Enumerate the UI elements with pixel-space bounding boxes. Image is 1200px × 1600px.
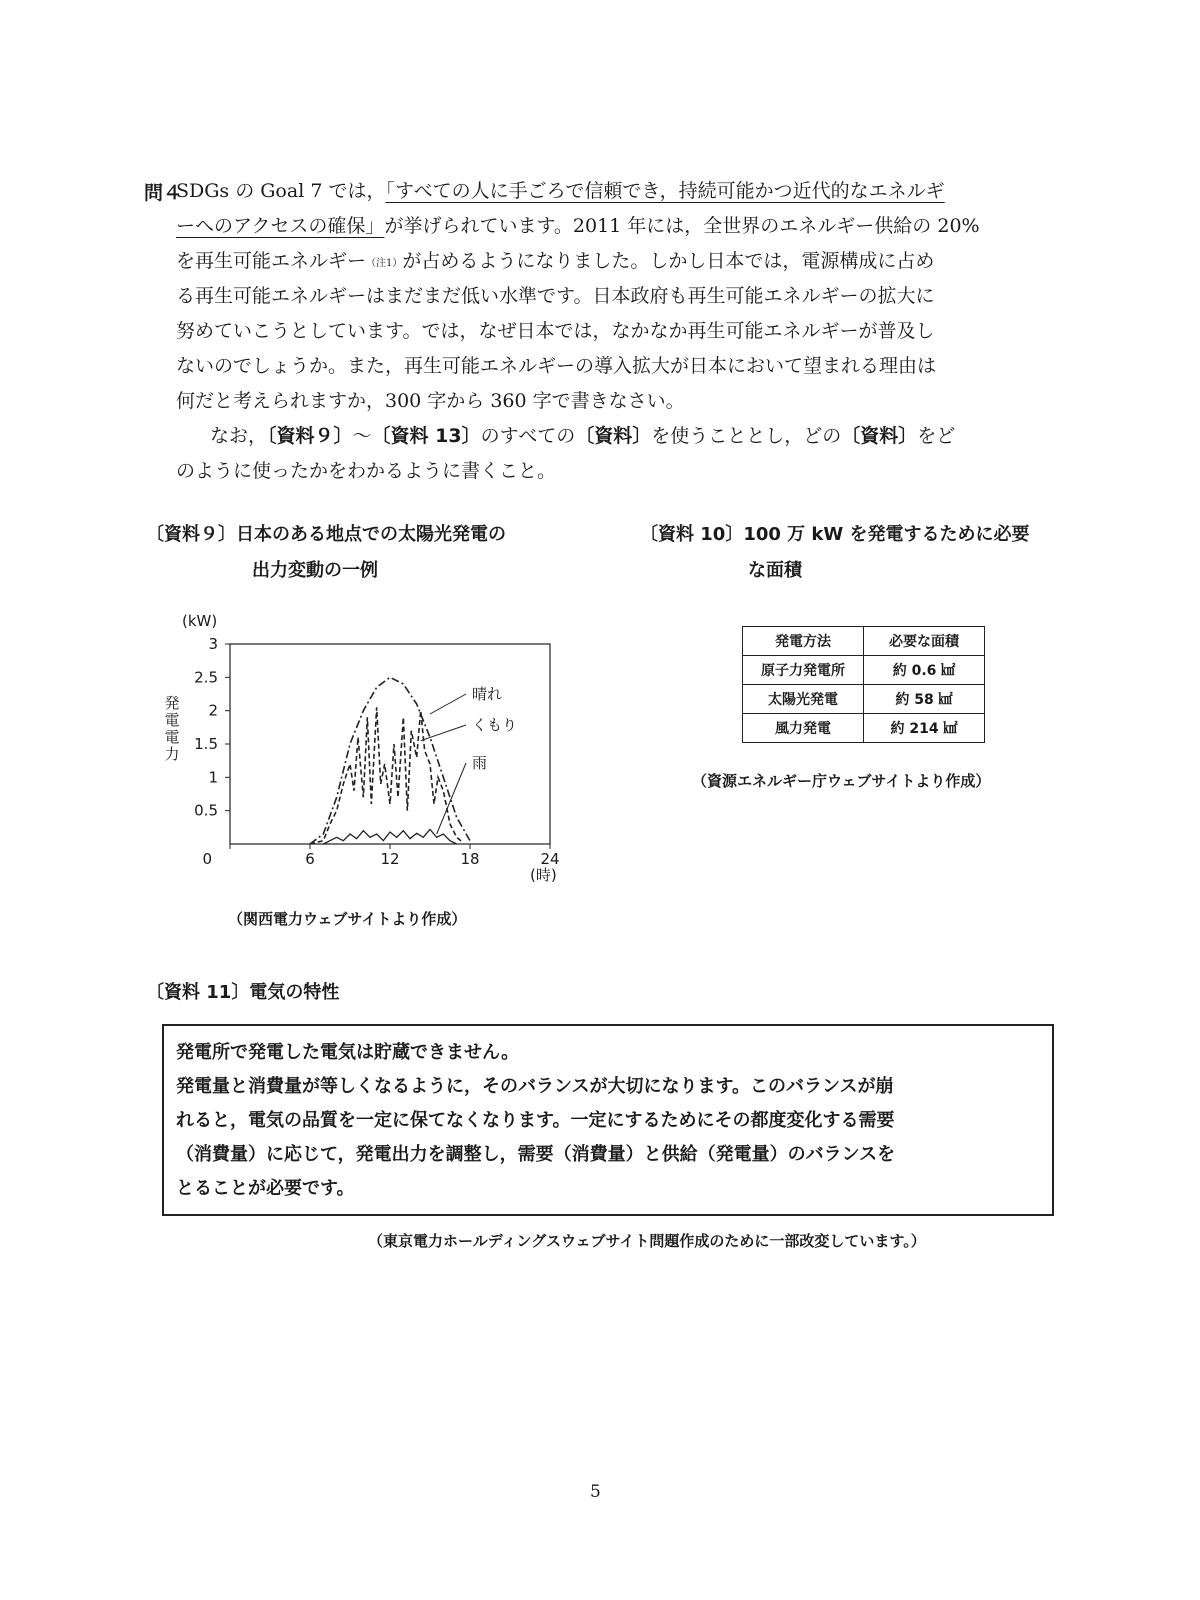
resource9-heading-line2: 出力変動の一例: [252, 560, 378, 581]
series-line: [323, 829, 456, 844]
resource11-box-line: （消費量）に応じて，発電出力を調整し，需要（消費量）と供給（発電量）のバランスを: [176, 1144, 896, 1165]
y-tick-label: 3: [208, 635, 218, 653]
question-text-line-2: [176, 209, 1056, 244]
y-axis-label-char: 電: [164, 711, 180, 729]
x-unit-label: (時): [530, 866, 557, 884]
question-text-segment: が挙げられています。2011 年には，全世界のエネルギー供給の 20%: [384, 215, 980, 237]
question-number: 問４: [144, 182, 183, 204]
x-tick-label: 18: [460, 850, 480, 868]
underlined-text: ーへのアクセスの確保」: [176, 215, 385, 237]
question-text-line-7: 何だと考えられますか，300 字から 360 字で書きなさい。: [176, 390, 685, 412]
table-cell: 太陽光発電: [743, 685, 864, 714]
resource10-heading: 〔資料 10〕100 万 kW を発電するために必要: [640, 524, 1030, 545]
question-text-segment: なお，: [210, 425, 268, 447]
area-table: [742, 626, 985, 743]
resource10-heading-line2: な面積: [748, 560, 802, 581]
resource11-box-line: 発電量と消費量が等しくなるように，そのバランスが大切になります。このバランスが崩: [176, 1076, 894, 1097]
question-text-line-5: 努めていこうとしています。では，なぜ日本では，なかなか再生可能エネルギーが普及し: [176, 320, 935, 342]
y-axis-label-char: 力: [164, 745, 180, 763]
plot-frame: [230, 644, 550, 844]
question-text-segment: SDGs の Goal 7 では，: [176, 180, 386, 202]
resource9-heading: 〔資料９〕日本のある地点での太陽光発電の: [146, 524, 506, 545]
y-tick-label: 2: [208, 701, 218, 720]
series-line: [310, 707, 463, 844]
solar-output-chart: [160, 610, 580, 900]
x-tick-label: 6: [305, 850, 315, 868]
question-text-segment: が占めるようになりました。しかし日本では，電源構成に占め: [402, 250, 935, 272]
question-text-segment: を使うこととし，どの: [651, 425, 842, 447]
table-cell: 約 0.6 ㎢: [864, 656, 985, 685]
table-row: [743, 714, 985, 743]
resource-ref: 〔資料９〕: [267, 425, 353, 447]
resource10-source: （資源エネルギー庁ウェブサイトより作成）: [692, 772, 991, 790]
y-axis-label-char: 電: [164, 728, 180, 746]
y-tick-label: 0.5: [194, 801, 218, 820]
question-text-line-9: のように使ったかをわかるように書くこと。: [176, 460, 557, 482]
legend-label: くもり: [472, 716, 518, 734]
resource-ref: 〔資料 13〕: [371, 425, 481, 447]
table-cell: 風力発電: [743, 714, 864, 743]
x-tick-label: 24: [540, 850, 560, 868]
series-line: [310, 677, 470, 844]
legend-leader-line: [437, 763, 466, 834]
table-row: [743, 685, 985, 714]
legend: [421, 685, 517, 834]
question-text-line-3: [176, 244, 1056, 281]
table-header: 必要な面積: [864, 627, 985, 656]
y-tick-label: 1.5: [194, 735, 218, 753]
resource11-source: （東京電力ホールディングスウェブサイト問題作成のために一部改変しています。）: [368, 1232, 926, 1250]
page-number: 5: [590, 1482, 601, 1502]
table-cell: 原子力発電所: [743, 656, 864, 685]
resource11-box-line: とることが必要です。: [176, 1178, 355, 1199]
resource11-heading: 〔資料 11〕電気の特性: [146, 982, 340, 1003]
table-cell: 約 214 ㎢: [864, 714, 985, 743]
question-text-line-8: [210, 419, 1090, 454]
x-tick-label: 0: [202, 850, 212, 868]
legend-label: 雨: [472, 754, 488, 772]
resource9-source: （関西電力ウェブサイトより作成）: [228, 910, 467, 928]
question-text-line-6: ないのでしょうか。また，再生可能エネルギーの導入拡大が日本において望まれる理由は: [176, 355, 937, 377]
series-group: [310, 677, 470, 844]
question-text-line-1: [176, 174, 1056, 209]
question-text-line-4: る再生可能エネルギーはまだまだ低い水準です。日本政府も再生可能エネルギーの拡大に: [176, 285, 935, 307]
y-tick-label: 1: [208, 768, 218, 787]
y-axis-label-char: 発: [164, 694, 180, 712]
footnote-marker: （注1）: [366, 258, 403, 269]
legend-leader-line: [430, 694, 466, 714]
table-header-row: [743, 627, 985, 656]
table-cell: 約 58 ㎢: [864, 685, 985, 714]
y-unit-label: (kW): [182, 612, 218, 630]
table-header: 発電方法: [743, 627, 864, 656]
legend-label: 晴れ: [472, 685, 503, 703]
y-ticks: [194, 635, 230, 820]
question-text-segment: のすべての: [480, 425, 576, 447]
y-axis-label: [164, 694, 179, 763]
x-tick-label: 12: [380, 850, 400, 868]
x-ticks: [202, 844, 559, 868]
resource-ref: 〔資料〕: [575, 425, 652, 447]
question-text-segment: をど: [917, 425, 956, 447]
question-text-segment: を再生可能エネルギー: [176, 250, 367, 272]
resource11-box-title: 発電所で発電した電気は貯蔵できません。: [176, 1042, 520, 1063]
resource-ref: 〔資料〕: [841, 425, 918, 447]
question-text-segment: ～: [352, 425, 372, 447]
underlined-text: 「すべての人に手ごろで信頼でき，持続可能かつ近代的なエネルギ: [385, 180, 945, 202]
resource11-box-line: れると，電気の品質を一定に保てなくなります。一定にするためにその都度変化する需要: [176, 1110, 895, 1131]
table-row: [743, 656, 985, 685]
y-tick-label: 2.5: [194, 668, 218, 687]
